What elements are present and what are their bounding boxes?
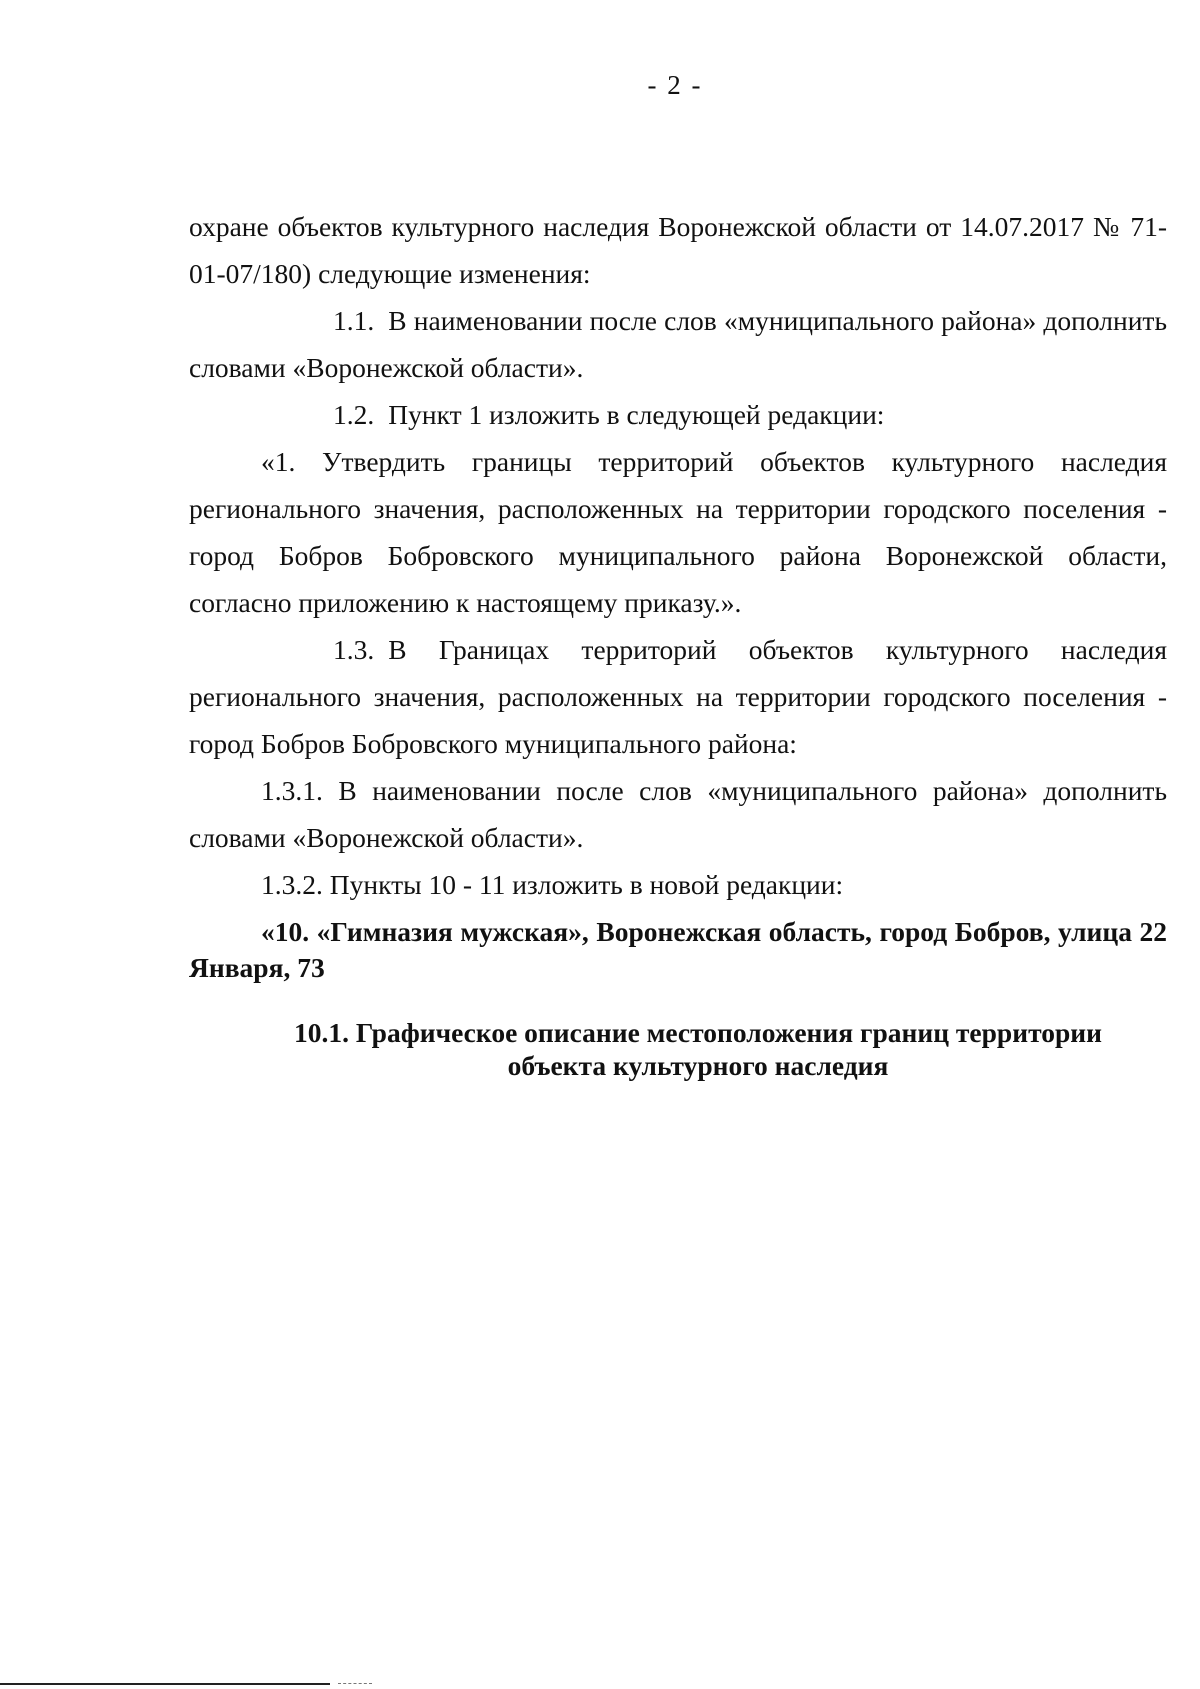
paragraph-1-1 (189, 297, 1167, 391)
paragraph-1-2 (189, 391, 1167, 438)
paragraph-quote-1: «1. Утвердить границы территорий объектов культурного наследия регионального значения, расположенных на территории городского поселения - город Бобров Бобровского муниципального района Воронежской области, согласно приложению к настоящему приказу.». (189, 446, 1167, 618)
paragraph-continuation: охране объектов культурного наследия Воронежской области от 14.07.2017 № 71-01-07/180) следующие изменения: (189, 211, 1167, 289)
item-10-title: «10. «Гимназия мужская», Воронежская область, город Бобров, улица 22 Января, 73 (189, 916, 1167, 983)
paragraph-1-3-2: 1.3.2. Пункты 10 - 11 изложить в новой редакции: (261, 869, 844, 900)
document-body (189, 203, 1167, 1082)
item-text-1-1: В наименовании после слов «муниципального района» дополнить словами «Воронежской области». (189, 305, 1167, 383)
item-text-1-2: Пункт 1 изложить в следующей редакции: (388, 399, 885, 430)
item-number-1-1: 1.1. (333, 305, 375, 336)
section-heading-10-1 (189, 1016, 1167, 1082)
item-number-1-3: 1.3. (333, 634, 375, 665)
heading-line-1: 10.1. Графическое описание местоположения границ территории (294, 1017, 1102, 1048)
page-number: - 2 - (647, 70, 703, 100)
item-text-1-3: В Границах территорий объектов культурного наследия регионального значения, расположенных на территории городского поселения - город Бобров Бобровского муниципального района: (189, 634, 1167, 759)
item-number-1-2: 1.2. (333, 399, 375, 430)
bottom-rule (0, 1683, 330, 1685)
paragraph-1-3-1: 1.3.1. В наименовании после слов «муниципального района» дополнить словами «Воронежской области». (189, 775, 1167, 853)
bottom-rule-dashed (338, 1683, 372, 1684)
heading-line-2: объекта культурного наследия (507, 1050, 889, 1081)
paragraph-1-3 (189, 626, 1167, 767)
